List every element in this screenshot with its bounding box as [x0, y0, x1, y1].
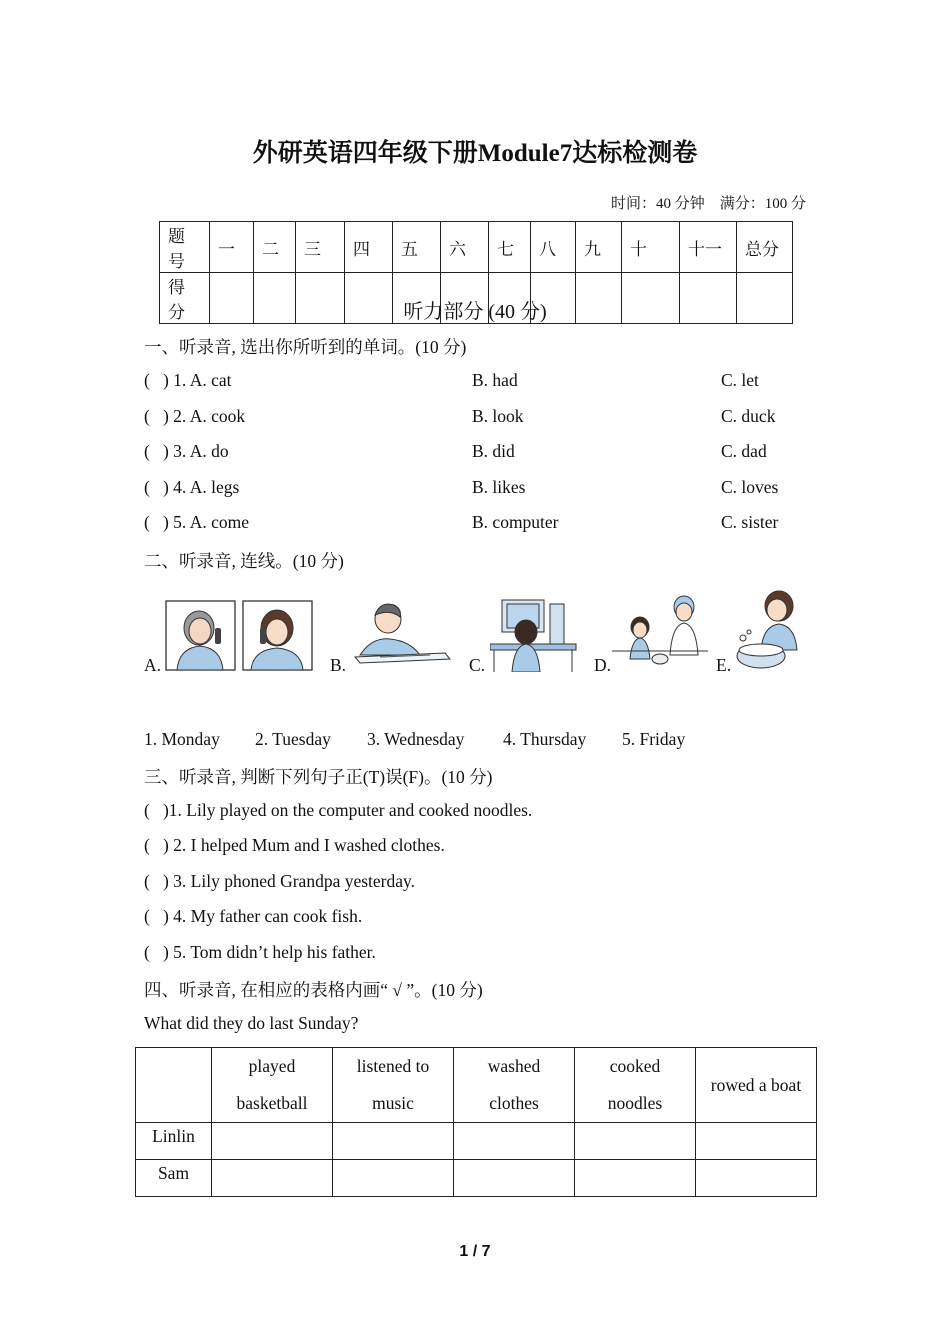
row-label: Linlin [136, 1123, 212, 1160]
page-title: 外研英语四年级下册Module7达标检测卷 [252, 140, 698, 167]
column-header-line: clothes [489, 1093, 539, 1113]
part1-item-2-c: C. duck [721, 406, 776, 426]
pic-label-b: B. [330, 655, 347, 675]
check-cell[interactable] [575, 1123, 696, 1160]
washing-clothes-illustration [733, 586, 807, 672]
score-header-cell: 十一 [680, 222, 737, 273]
day-1: 1. Monday [144, 729, 220, 749]
part1-item-3-a: ( ) 3. A. do [144, 441, 229, 461]
page-number: 1 / 7 [459, 1243, 491, 1260]
part3-item-5: ( ) 5. Tom didn’t help his father. [144, 942, 376, 962]
column-header-line: music [372, 1093, 414, 1113]
score-header-cell: 二 [254, 222, 296, 273]
activity-table-header-row [136, 1048, 817, 1123]
score-header-cell: 四 [345, 222, 393, 273]
girl-at-computer-illustration [490, 598, 578, 672]
pic-label-e: E. [716, 655, 732, 675]
column-header [575, 1048, 696, 1123]
row-label: Sam [136, 1160, 212, 1197]
part1-item-1-b: B. had [472, 370, 518, 390]
boy-writing-illustration [350, 597, 455, 667]
check-cell[interactable] [696, 1123, 817, 1160]
part3-heading: 三、听录音, 判断下列句子正(T)误(F)。(10 分) [144, 767, 493, 787]
part1-item-2-b: B. look [472, 406, 524, 426]
check-cell[interactable] [212, 1160, 333, 1197]
activity-table [135, 1047, 817, 1197]
part1-item-5-b: B. computer [472, 512, 559, 532]
cooking-together-illustration [612, 593, 708, 669]
part1-item-5-a: ( ) 5. A. come [144, 512, 249, 532]
part1-item-3-b: B. did [472, 441, 515, 461]
column-header [212, 1048, 333, 1123]
pic-label-d: D. [594, 655, 612, 675]
part4-heading: 四、听录音, 在相应的表格内画“ √ ”。(10 分) [144, 980, 483, 1000]
column-header [454, 1048, 575, 1123]
score-table-header-row [160, 222, 793, 273]
check-cell[interactable] [575, 1160, 696, 1197]
corner-cell [136, 1048, 212, 1123]
part1-item-4-c: C. loves [721, 477, 779, 497]
check-cell[interactable] [454, 1123, 575, 1160]
activity-table-row [136, 1123, 817, 1160]
score-header-cell: 三 [296, 222, 345, 273]
score-header-cell: 十 [622, 222, 680, 273]
column-header-line: noodles [607, 1093, 663, 1113]
listening-heading: 听力部分 (40 分) [403, 301, 547, 323]
score-header-cell: 一 [210, 222, 254, 273]
score-header-cell: 六 [441, 222, 489, 273]
pic-label-a: A. [144, 655, 162, 675]
check-cell[interactable] [333, 1160, 454, 1197]
part3-item-4: ( ) 4. My father can cook fish. [144, 906, 363, 926]
exam-meta: 时间：40 分钟 满分：100 分 [610, 196, 806, 212]
part3-item-3: ( ) 3. Lily phoned Grandpa yesterday. [144, 871, 416, 891]
column-header-line: listened to [356, 1056, 430, 1076]
check-cell[interactable] [212, 1123, 333, 1160]
part1-item-1-a: ( ) 1. A. cat [144, 370, 232, 390]
column-header-line: played [248, 1056, 296, 1076]
part3-item-2: ( ) 2. I helped Mum and I washed clothes. [144, 835, 445, 855]
part1-item-3-c: C. dad [721, 441, 767, 461]
column-header-line: cooked [609, 1056, 661, 1076]
column-header [333, 1048, 454, 1123]
pic-label-c: C. [469, 655, 486, 675]
check-cell[interactable] [454, 1160, 575, 1197]
column-header [696, 1048, 817, 1123]
activity-table-row [136, 1160, 817, 1197]
part1-heading: 一、听录音, 选出你所听到的单词。(10 分) [144, 337, 467, 357]
score-header-cell: 总分 [737, 222, 793, 273]
column-header-line: rowed a boat [710, 1074, 802, 1095]
score-header-cell: 八 [531, 222, 576, 273]
part1-item-1-c: C. let [721, 370, 759, 390]
score-header-cell: 七 [489, 222, 531, 273]
day-5: 5. Friday [622, 729, 686, 749]
part3-item-1: ( )1. Lily played on the computer and cooked noodles. [144, 800, 533, 820]
check-cell[interactable] [696, 1160, 817, 1197]
day-4: 4. Thursday [503, 729, 587, 749]
score-header-cell: 题号 [160, 222, 210, 273]
part2-heading: 二、听录音, 连线。(10 分) [144, 551, 344, 571]
part4-question: What did they do last Sunday? [144, 1013, 359, 1033]
column-header-line: washed [487, 1056, 541, 1076]
part1-item-2-a: ( ) 2. A. cook [144, 406, 246, 426]
day-3: 3. Wednesday [367, 729, 465, 749]
part1-item-4-b: B. likes [472, 477, 526, 497]
part1-item-4-a: ( ) 4. A. legs [144, 477, 240, 497]
column-header-line: basketball [236, 1093, 308, 1113]
score-row-label: 得分 [160, 273, 210, 324]
day-2: 2. Tuesday [255, 729, 331, 749]
score-header-cell: 九 [576, 222, 622, 273]
check-cell[interactable] [333, 1123, 454, 1160]
score-header-cell: 五 [393, 222, 441, 273]
phone-call-illustration [165, 600, 315, 672]
part1-item-5-c: C. sister [721, 512, 779, 532]
